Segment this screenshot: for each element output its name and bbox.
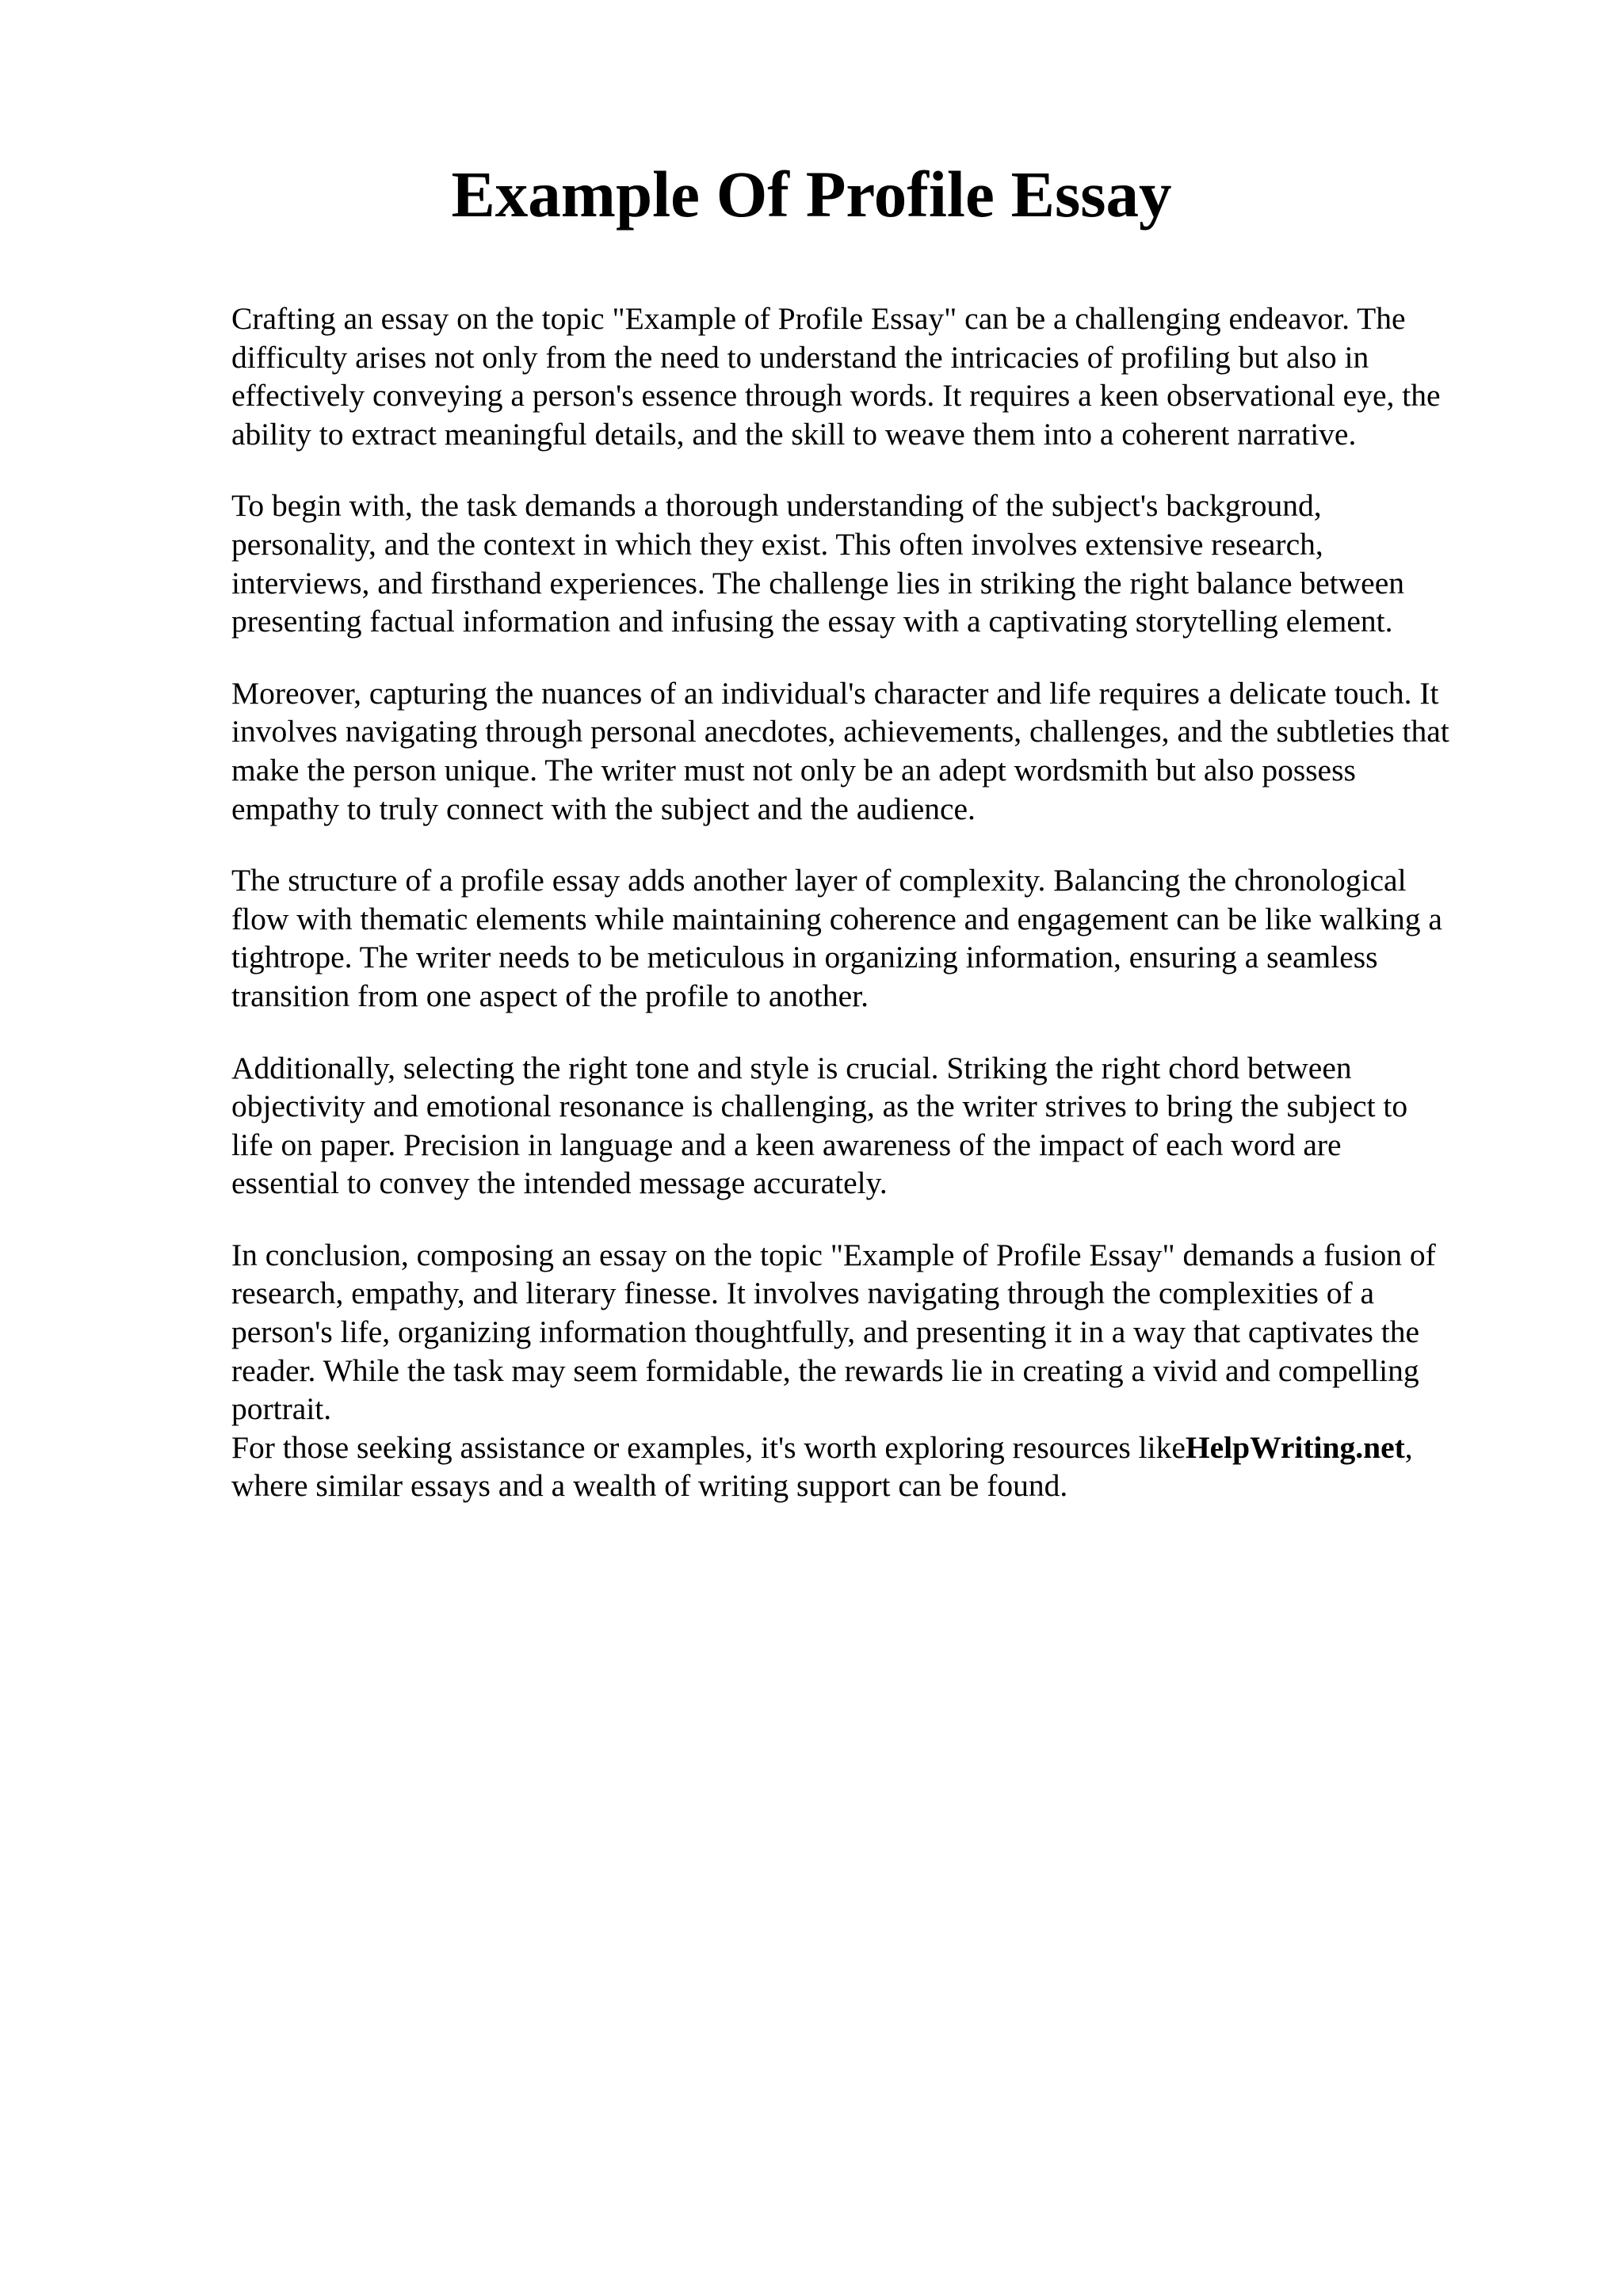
helpwriting-link[interactable]: HelpWriting.net [1185, 1429, 1405, 1465]
paragraph-line: transition from one aspect of the profile to another. [231, 978, 869, 1013]
paragraph-line: presenting factual information and infusing the essay with a captivating storytelling element. [231, 604, 1393, 639]
essay-paragraph [231, 861, 1531, 1015]
essay-paragraph [231, 299, 1531, 453]
paragraph-line: objectivity and emotional resonance is challenging, as the writer strives to bring the subject to [231, 1089, 1408, 1124]
essay-body [231, 299, 1531, 1505]
paragraph-line: empathy to truly connect with the subject and the audience. [231, 791, 976, 826]
paragraph-line: Crafting an essay on the topic "Example of Profile Essay" can be a challenging endeavor. The [231, 301, 1406, 336]
paragraph-line: Additionally, selecting the right tone and style is crucial. Striking the right chord between [231, 1050, 1352, 1085]
paragraph-line: effectively conveying a person's essence through words. It requires a keen observational eye, the [231, 378, 1441, 414]
paragraph-line: In conclusion, composing an essay on the topic "Example of Profile Essay" demands a fusion of [231, 1237, 1436, 1272]
page-title: Example Of Profile Essay [451, 158, 1172, 231]
essay-paragraph [231, 486, 1531, 640]
paragraph-line: portrait. [231, 1391, 332, 1427]
paragraph-line: difficulty arises not only from the need to understand the intricacies of profiling but also in [231, 339, 1369, 375]
closing-line-1 [231, 1428, 1531, 1467]
paragraph-line: make the person unique. The writer must not only be an adept wordsmith but also possess [231, 752, 1356, 788]
closing-paragraph [231, 1428, 1531, 1505]
paragraph-line: life on paper. Precision in language and a keen awareness of the impact of each word are [231, 1127, 1342, 1162]
paragraph-line: flow with thematic elements while maintaining coherence and engagement can be like walking a [231, 901, 1442, 936]
paragraph-line: To begin with, the task demands a thorough understanding of the subject's background, [231, 488, 1322, 524]
essay-paragraph [231, 1049, 1531, 1203]
paragraph-line: tightrope. The writer needs to be meticulous in organizing information, ensuring a seamless [231, 940, 1378, 975]
essay-paragraph [231, 674, 1531, 828]
paragraph-line: ability to extract meaningful details, and the skill to weave them into a coherent narrative. [231, 416, 1357, 452]
essay-paragraph [231, 1236, 1531, 1428]
paragraph-line: involves navigating through personal anecdotes, achievements, challenges, and the subtleties that [231, 714, 1449, 749]
paragraph-line: interviews, and firsthand experiences. The challenge lies in striking the right balance between [231, 565, 1404, 601]
paragraph-line: research, empathy, and literary finesse. It involves navigating through the complexities of a [231, 1276, 1375, 1311]
closing-text-before-link: For those seeking assistance or examples, it's worth exploring resources like [231, 1429, 1186, 1465]
paragraph-line: person's life, organizing information thoughtfully, and presenting it in a way that captivates the [231, 1314, 1419, 1350]
closing-line-2: where similar essays and a wealth of writing support can be found. [231, 1468, 1068, 1504]
paragraph-line: reader. While the task may seem formidable, the rewards lie in creating a vivid and compelling [231, 1352, 1419, 1388]
paragraph-line: personality, and the context in which they exist. This often involves extensive research, [231, 526, 1323, 562]
paragraph-line: The structure of a profile essay adds another layer of complexity. Balancing the chronological [231, 863, 1407, 898]
paragraph-line: Moreover, capturing the nuances of an individual's character and life requires a delicate touch. It [231, 675, 1439, 711]
closing-text-after-link: , [1404, 1429, 1413, 1465]
paragraph-line: essential to convey the intended message accurately. [231, 1165, 888, 1201]
essay-paragraphs [231, 299, 1531, 1428]
